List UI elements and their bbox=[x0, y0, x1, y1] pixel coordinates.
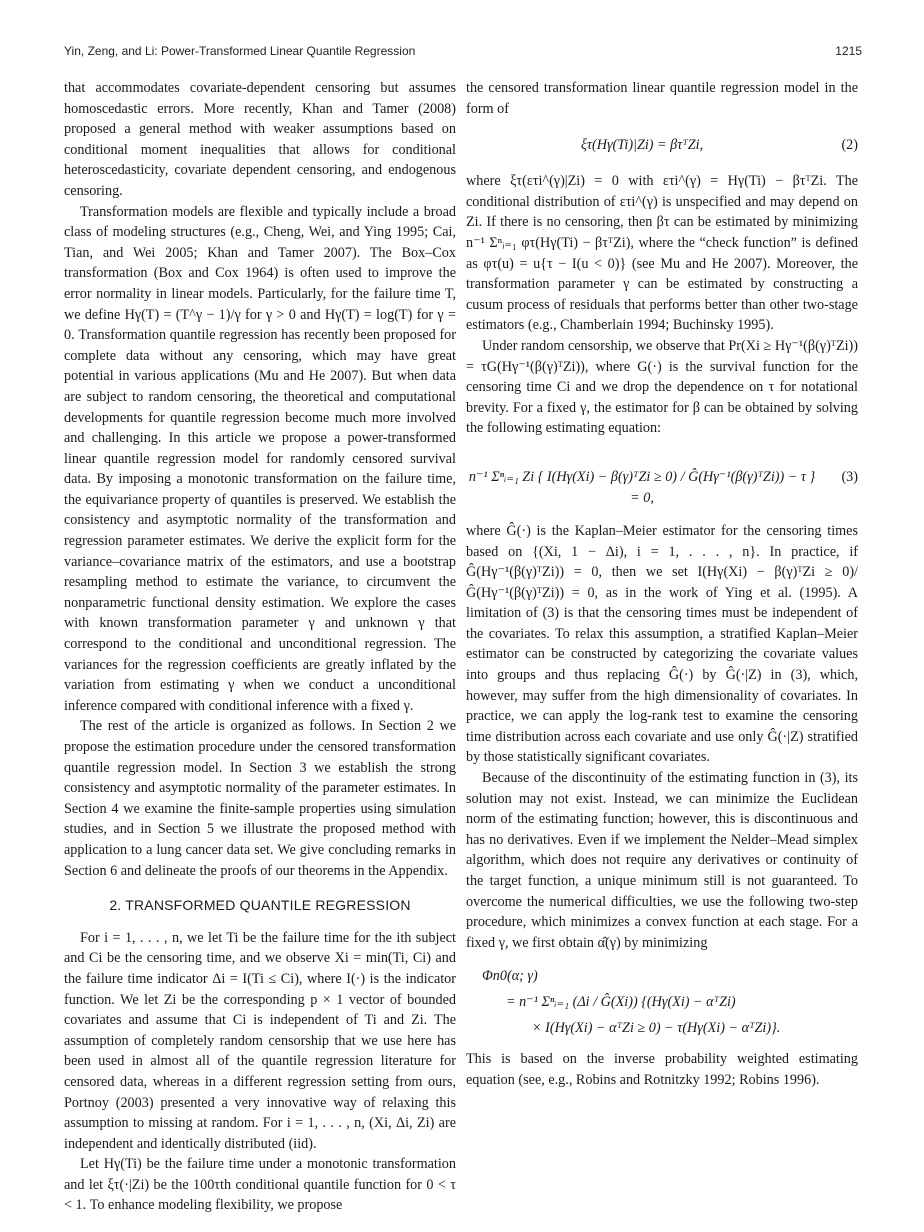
running-header bbox=[64, 44, 862, 64]
paragraph: Let Hγ(Ti) be the failure time under a monotonic transformation and let ξτ(·|Zi) be the 100τth conditional quantile function for 0 < τ < 1. To enhance modeling flexibility, we propose bbox=[64, 1156, 456, 1214]
paragraph: Transformation models are flexible and typically include a broad class of modeling structures (e.g., Cheng, Wei, and Ying 1995; Cai, Tian, and Wei 2005; Khan and Tamer 2007). The Box–Cox transformation (Box and Cox 1964) is often used to improve the error normality in linear models. Particularly, for the failure time T, we define Hγ(T) = (T^γ − 1)/γ for γ > 0 and Hγ(T) = log(T) for γ = 0. Transformation quantile regression has recently been proposed for complete data without any censoring, which may have great potential in various applications (Mu and He 2007). But when data are subject to random censoring, the theoretical and computational developments for quantile regression become much more involved and challenging. In this article we propose a power-transformed linear quantile regression model for randomly censored survival data. By imposing a monotonic transformation on the failure time, the equivariance property of quantiles is preserved. We establish the consistency and asymptotic normality of the transformation and regression parameter estimates. We derive the explicit form for the variance–covariance matrix of the estimators, and use a bootstrap resampling method to estimate the variance, to circumvent the nonparametric functional density estimation. We explore the cases with known transformation parameter γ and unknown γ that correspond to the conditional and unconditional regression. The variances for the regression coefficients are greatly inflated by the variation from estimating γ when we conduct a unconditional inference compared with conditional inference with a fixed γ. bbox=[64, 203, 456, 714]
equation-phi bbox=[482, 963, 858, 1041]
right-column bbox=[466, 78, 858, 1091]
paragraph: where Ĝ(·) is the Kaplan–Meier estimator for the censoring times based on {(Xi, 1 − Δi), i = 1, . . . , n}. In practice, if Ĝ(Hγ⁻¹(β(γ)ᵀZi)) = 0, then we set I(Hγ(Xi) − β(γ)ᵀZi ≥ 0)/Ĝ(Hγ⁻¹(β(γ)ᵀZi)) = 0, as in the work of Ying et al. (1995). A limitation of (3) is that the censoring times must be independent of the covariates. To relax this assumption, a stratified Kaplan–Meier estimator can be constructed by categorizing the covariate values into groups and thus replacing Ĝ(·) by Ĝ(·|Z) in (3), which, however, may suffer from the high dimensionality of covariates. In practice, we can apply the log-rank test to examine the censoring time distribution across each covariate and use only Ĝ(·|Z) stratified by those statistically significant covariates. bbox=[466, 522, 858, 766]
equation-3 bbox=[466, 445, 858, 515]
paragraph: The rest of the article is organized as follows. In Section 2 we propose the estimation procedure under the censored transformation quantile regression model. In Section 3 we establish the strong consistency and asymptotic normality of the parameter estimates. In Section 4 we examine the finite-sample properties using simulation studies, and in Section 5 we illustrate the proposed method with application to a lung cancer data set. We give concluding remarks in Section 6 and delineate the proofs of our theorems in the Appendix. bbox=[64, 718, 456, 879]
section-heading: 2. TRANSFORMED QUANTILE REGRESSION bbox=[109, 897, 411, 914]
paragraph: This is based on the inverse probability weighted estimating equation (see, e.g., Robins and Rotnitzky 1992; Robins 1996). bbox=[466, 1051, 858, 1088]
running-title: Yin, Zeng, and Li: Power-Transformed Linear Quantile Regression bbox=[64, 44, 416, 58]
equation-body: ξτ(Hγ(Ti)|Zi) = βτᵀZi, bbox=[580, 137, 704, 154]
equation-line: × I(Hγ(Xi) − αᵀZi ≥ 0) − τ(Hγ(Xi) − αᵀZi)}. bbox=[532, 1020, 781, 1037]
paragraph: where ξτ(ετi^(γ)|Zi) = 0 with ετi^(γ) = Hγ(Ti) − βτᵀZi. The conditional distribution of ετi^(γ) is unspecified and may depend on Zi. If there is no censoring, then βτ can be estimated by minimizing n⁻¹ Σⁿᵢ₌₁ φτ(Hγ(Ti) − βτᵀZi), where the “check function” is defined as φτ(u) = u{τ − I(u < 0)} (see Mu and He 2007). Moreover, the transformation parameter γ can be estimated by constructing a cusum process of residuals that performs better than other two-stage estimators (e.g., Chamberlain 1994; Buchinsky 1995). bbox=[466, 173, 858, 334]
paragraph: For i = 1, . . . , n, we let Ti be the failure time for the ith subject and Ci be the censoring time, and we observe Xi = min(Ti, Ci) and the failure time indicator Δi = I(Ti ≤ Ci), where I(·) is the indicator function. We let Zi be the corresponding p × 1 vector of bounded covariates and assume that Ci is independent of Ti and Zi. The assumption of completely random censorship that we use here has been used in almost all of the quantile regression literature for censored data, whereas in a different regression setting from ours, Portnoy (2003) presented a very innovative way of relaxing this assumption to missing at random. For i = 1, . . . , n, (Xi, Δi, Zi) are independent and identically distributed (iid). bbox=[64, 929, 456, 1152]
equation-line: = n⁻¹ Σⁿᵢ₌₁ (Δi / Ĝ(Xi)) {(Hγ(Xi) − αᵀZi) bbox=[506, 994, 736, 1011]
paragraph: Because of the discontinuity of the estimating function in (3), its solution may not exist. Instead, we can minimize the Euclidean norm of the estimating function; however, this is discontinuous and has no derivatives. Even if we implement the Nelder–Mead simplex algorithm, which does not require any derivatives or continuity of the target function, a unique minimum still is not guaranteed. To overcome the numerical difficulties, we use the following two-step procedure, which minimizes a convex function at each stage. For a fixed γ, we first obtain α̂(γ) by minimizing bbox=[466, 770, 858, 951]
equation-number: (3) bbox=[841, 468, 858, 485]
equation-number: (2) bbox=[841, 137, 858, 154]
paragraph: Under random censorship, we observe that Pr(Xi ≥ Hγ⁻¹(β(γ)ᵀZi)) = τG(Hγ⁻¹(β(γ)ᵀZi)), where G(·) is the survival function for the censoring time Ci and we drop the dependence on τ for notational brevity. For a fixed γ, the estimator for β can be obtained by solving the following estimating equation: bbox=[466, 337, 858, 437]
equation-body: n⁻¹ Σⁿᵢ₌₁ Zi { I(Hγ(Xi) − β(γ)ᵀZi ≥ 0) / Ĝ(Hγ⁻¹(β(γ)ᵀZi)) − τ } = 0, bbox=[468, 468, 816, 506]
page-number: 1215 bbox=[835, 44, 862, 58]
left-column bbox=[64, 78, 456, 1216]
paragraph: that accommodates covariate-dependent censoring but assumes homoscedastic errors. More recently, Khan and Tamer (2008) proposed a general method with weaker assumptions based on conditional moment inequalities that allows for conditional heteroscedasticity, covariate dependent censoring, and endogenous censoring. bbox=[64, 80, 456, 199]
paragraph: the censored transformation linear quantile regression model in the form of bbox=[466, 80, 858, 117]
equation-2 bbox=[466, 125, 858, 165]
equation-line: Φn0(α; γ) bbox=[482, 968, 538, 985]
